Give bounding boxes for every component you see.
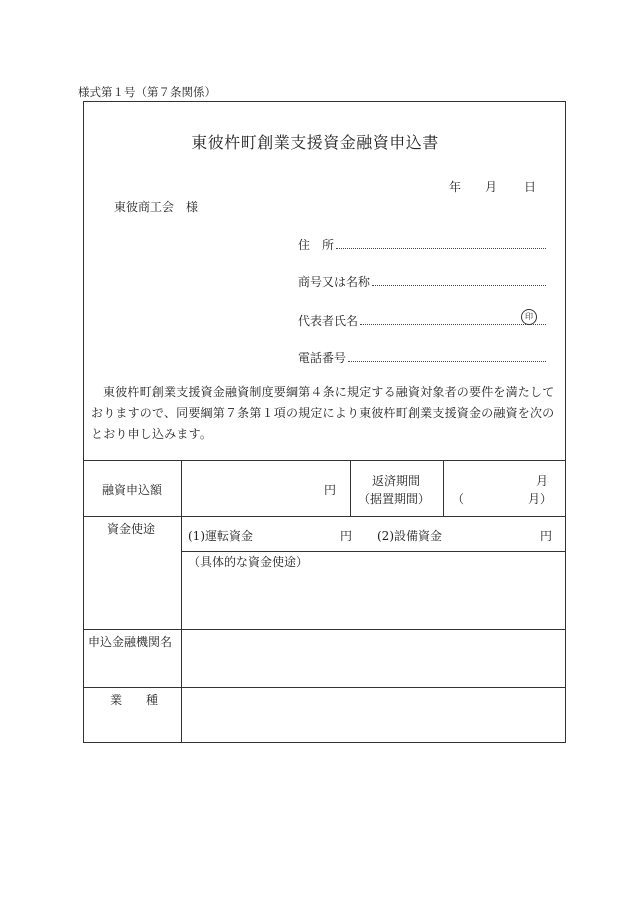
specific-use-label: （具体的な資金使途） [188,555,309,569]
grace-months: 月） [528,492,553,506]
date-month: 月 [485,180,498,194]
period-column-divider-right [443,460,444,516]
equipment-fund-yen: 円 [540,529,553,543]
application-statement [91,382,561,445]
representative-field[interactable] [360,324,546,325]
table-row-divider-2 [83,629,566,630]
address-label: 住 所 [298,238,335,252]
date-year: 年 [449,180,462,194]
fund-use-divider [181,551,566,552]
trade-name-field[interactable] [372,285,546,286]
operating-fund-label: (1)運転資金 [188,529,253,543]
operating-fund-yen: 円 [340,529,353,543]
phone-field[interactable] [348,361,546,362]
addressee: 東彼商工会 様 [114,200,199,214]
period-column-divider-left [350,460,351,516]
equipment-fund-label: (2)設備資金 [377,529,442,543]
loan-amount-yen: 円 [324,483,337,497]
repayment-period-label: 返済期間 [372,474,421,488]
table-top-border [83,460,566,461]
grace-period-label: （据置期間） [358,492,431,506]
fund-use-label: 資金使途 [107,522,156,536]
bank-name-label: 申込金融機関名 [88,635,173,649]
repayment-months: 月 [536,474,549,488]
table-row-divider-1 [83,516,566,517]
seal-mark: 印 [521,309,537,325]
representative-label: 代表者氏名 [298,314,359,328]
loan-amount-label: 融資申込額 [102,483,163,497]
statement-line-3: とおり申し込みます。 [91,427,213,441]
industry-label: 業 種 [110,693,159,707]
grace-open-paren: （ [452,492,465,506]
phone-label: 電話番号 [298,351,347,365]
statement-line-2: おりますので、同要綱第７条第１項の規定により東彼杵町創業支援資金の融資を次の [91,406,555,420]
date-day: 日 [524,180,537,194]
form-number: 様式第１号（第７条関係） [78,85,216,99]
table-label-column-divider [181,460,182,743]
trade-name-label: 商号又は名称 [298,275,371,289]
table-row-divider-3 [83,687,566,688]
statement-line-1: 東彼杵町創業支援資金融資制度要綱第４条に規定する融資対象者の要件を満たして [103,385,555,399]
form-title: 東彼杵町創業支援資金融資申込書 [191,133,439,152]
address-field[interactable] [336,248,546,249]
